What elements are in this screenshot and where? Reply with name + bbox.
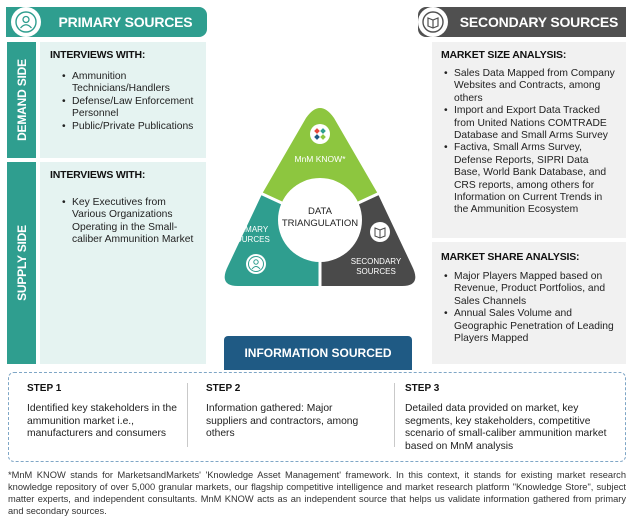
supply-panel-title: INTERVIEWS WITH: — [50, 169, 146, 181]
demand-panel-title: INTERVIEWS WITH: — [50, 49, 146, 61]
secondary-label-2: SOURCES — [356, 267, 396, 276]
mnm-logo-icon — [310, 124, 330, 144]
center-label-2: TRIANGULATION — [281, 218, 359, 229]
triangulation-diagram — [210, 104, 430, 304]
market-share-list — [441, 271, 617, 345]
person-icon — [11, 7, 41, 37]
book-icon — [370, 222, 390, 242]
footnote: *MnM KNOW stands for MarketsandMarkets' 'Knowledge Asset Management' framework. In this context, it stands for existing market research knowledge repository of over 5,000 granular markets, our flagship competitive intelligence and market research platform "Knowledge Store", subject matter experts, and independent consultants. MnM KNOW acts as an independent source that helps us validate information gathered from primary and secondary sources. — [8, 470, 626, 516]
step-divider — [394, 383, 395, 447]
information-sourced-banner — [224, 336, 412, 370]
primary-sources-title: PRIMARY SOURCES — [58, 14, 193, 30]
demand-side-panel — [40, 42, 206, 158]
list-item: • Factiva, Small Arms Survey, Defense Reports, SIPRI Data Base, World Bank Database, and CRS reports, among others for Information on Current Trends in the Ammunition Ecosystem — [444, 142, 617, 216]
step-title: STEP 2 — [206, 383, 241, 394]
list-item: • Major Players Mapped based on Revenue, Product Portfolios, and Sales Channels — [444, 271, 617, 308]
list-item: • Ammunition Technicians/Handlers — [62, 71, 196, 96]
market-share-title: MARKET SHARE ANALYSIS: — [441, 251, 580, 263]
primary-label-2: SOURCES — [230, 235, 270, 244]
list-item: • Defense/Law Enforcement Personnel — [62, 96, 196, 121]
step-text: Information gathered: Major suppliers and contractors, among others — [206, 403, 359, 440]
supply-list — [50, 197, 196, 247]
step-title: STEP 3 — [405, 383, 440, 394]
steps-box — [8, 372, 626, 462]
demand-side-tab: DEMAND SIDE — [7, 42, 36, 158]
step-text: Identified key stakeholders in the ammunition market i.e., manufacturers and consumers — [27, 403, 177, 440]
primary-label-1: PRIMARY — [231, 225, 269, 234]
market-size-title: MARKET SIZE ANALYSIS: — [441, 49, 567, 61]
list-item: • Sales Data Mapped from Company Websites and Contracts, among others — [444, 68, 617, 105]
supply-side-panel — [40, 162, 206, 364]
mnm-know-label: MnM KNOW* — [294, 154, 346, 164]
book-icon — [418, 7, 448, 37]
secondary-sources-banner — [418, 7, 626, 37]
list-item: • Annual Sales Volume and Geographic Penetration of Leading Players Mapped — [444, 308, 617, 345]
center-label-1: DATA — [308, 206, 332, 217]
list-item: • Public/Private Publications — [62, 121, 196, 133]
market-share-panel — [432, 242, 626, 364]
step-1 — [27, 383, 185, 441]
list-item: • Key Executives from Various Organizations Operating in the Small-caliber Ammunition Market — [62, 197, 196, 247]
step-3 — [405, 383, 621, 453]
secondary-sources-title: SECONDARY SOURCES — [459, 14, 619, 30]
demand-list — [50, 71, 196, 133]
secondary-label-1: SECONDARY — [350, 257, 402, 266]
market-size-list — [441, 68, 617, 217]
market-size-panel — [432, 42, 626, 238]
step-divider — [187, 383, 188, 447]
list-item: • Import and Export Data Tracked from United Nations COMTRADE Database and Small Arms Survey — [444, 105, 617, 142]
information-sourced-title: INFORMATION SOURCED — [244, 346, 392, 360]
supply-side-tab: SUPPLY SIDE — [7, 162, 36, 364]
step-2 — [206, 383, 366, 441]
step-title: STEP 1 — [27, 383, 62, 394]
person-icon — [246, 254, 266, 274]
step-text: Detailed data provided on market, key segments, key stakeholders, competitive scenario of small-caliber ammunition market based on MnM analysis — [405, 403, 607, 452]
